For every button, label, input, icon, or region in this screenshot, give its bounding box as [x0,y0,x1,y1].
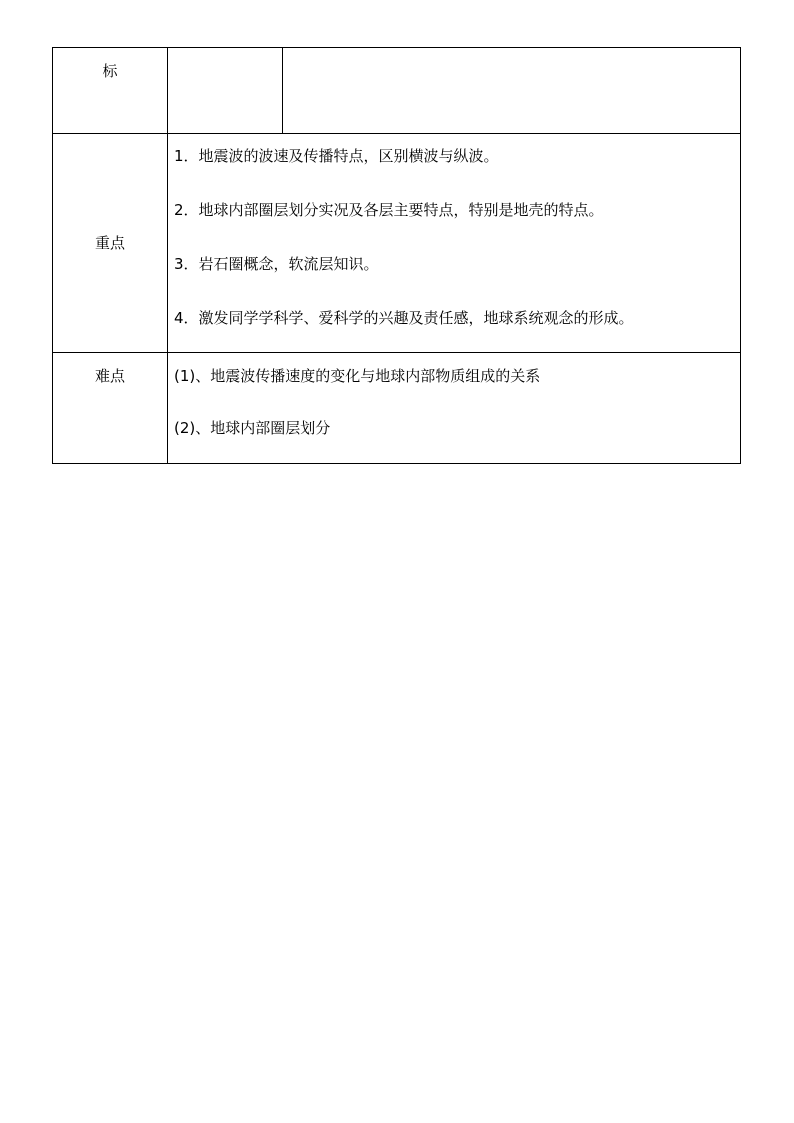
key-points-label: 重点 [94,234,125,252]
difficult-points-content-cell [168,353,741,464]
key-points-list [168,134,740,328]
key-points-content-cell [168,134,741,353]
goal-label: 标 [102,62,118,80]
key-points-label-cell [53,134,168,353]
key-point-item: 2．地球内部圈层划分实况及各层主要特点，特别是地壳的特点。 [174,201,604,219]
difficult-point-item: (2)、地球内部圈层划分 [174,419,331,437]
key-point-item: 3．岩石圈概念，软流层知识。 [174,255,379,273]
goal-empty-cell-2 [283,48,741,134]
key-point-item: 4．激发同学学科学、爱科学的兴趣及责任感，地球系统观念的形成。 [174,309,634,327]
key-points-row [53,134,741,353]
difficult-points-list [168,353,740,438]
goal-empty-cell-1 [168,48,283,134]
difficult-points-row [53,353,741,464]
lesson-plan-table [52,47,741,464]
key-point-item: 1．地震波的波速及传播特点，区别横波与纵波。 [174,147,499,165]
difficult-points-label: 难点 [94,367,125,385]
goal-label-cell [53,48,168,134]
difficult-points-label-cell [53,353,168,464]
goal-row [53,48,741,134]
difficult-point-item: (1)、地震波传播速度的变化与地球内部物质组成的关系 [174,367,541,385]
